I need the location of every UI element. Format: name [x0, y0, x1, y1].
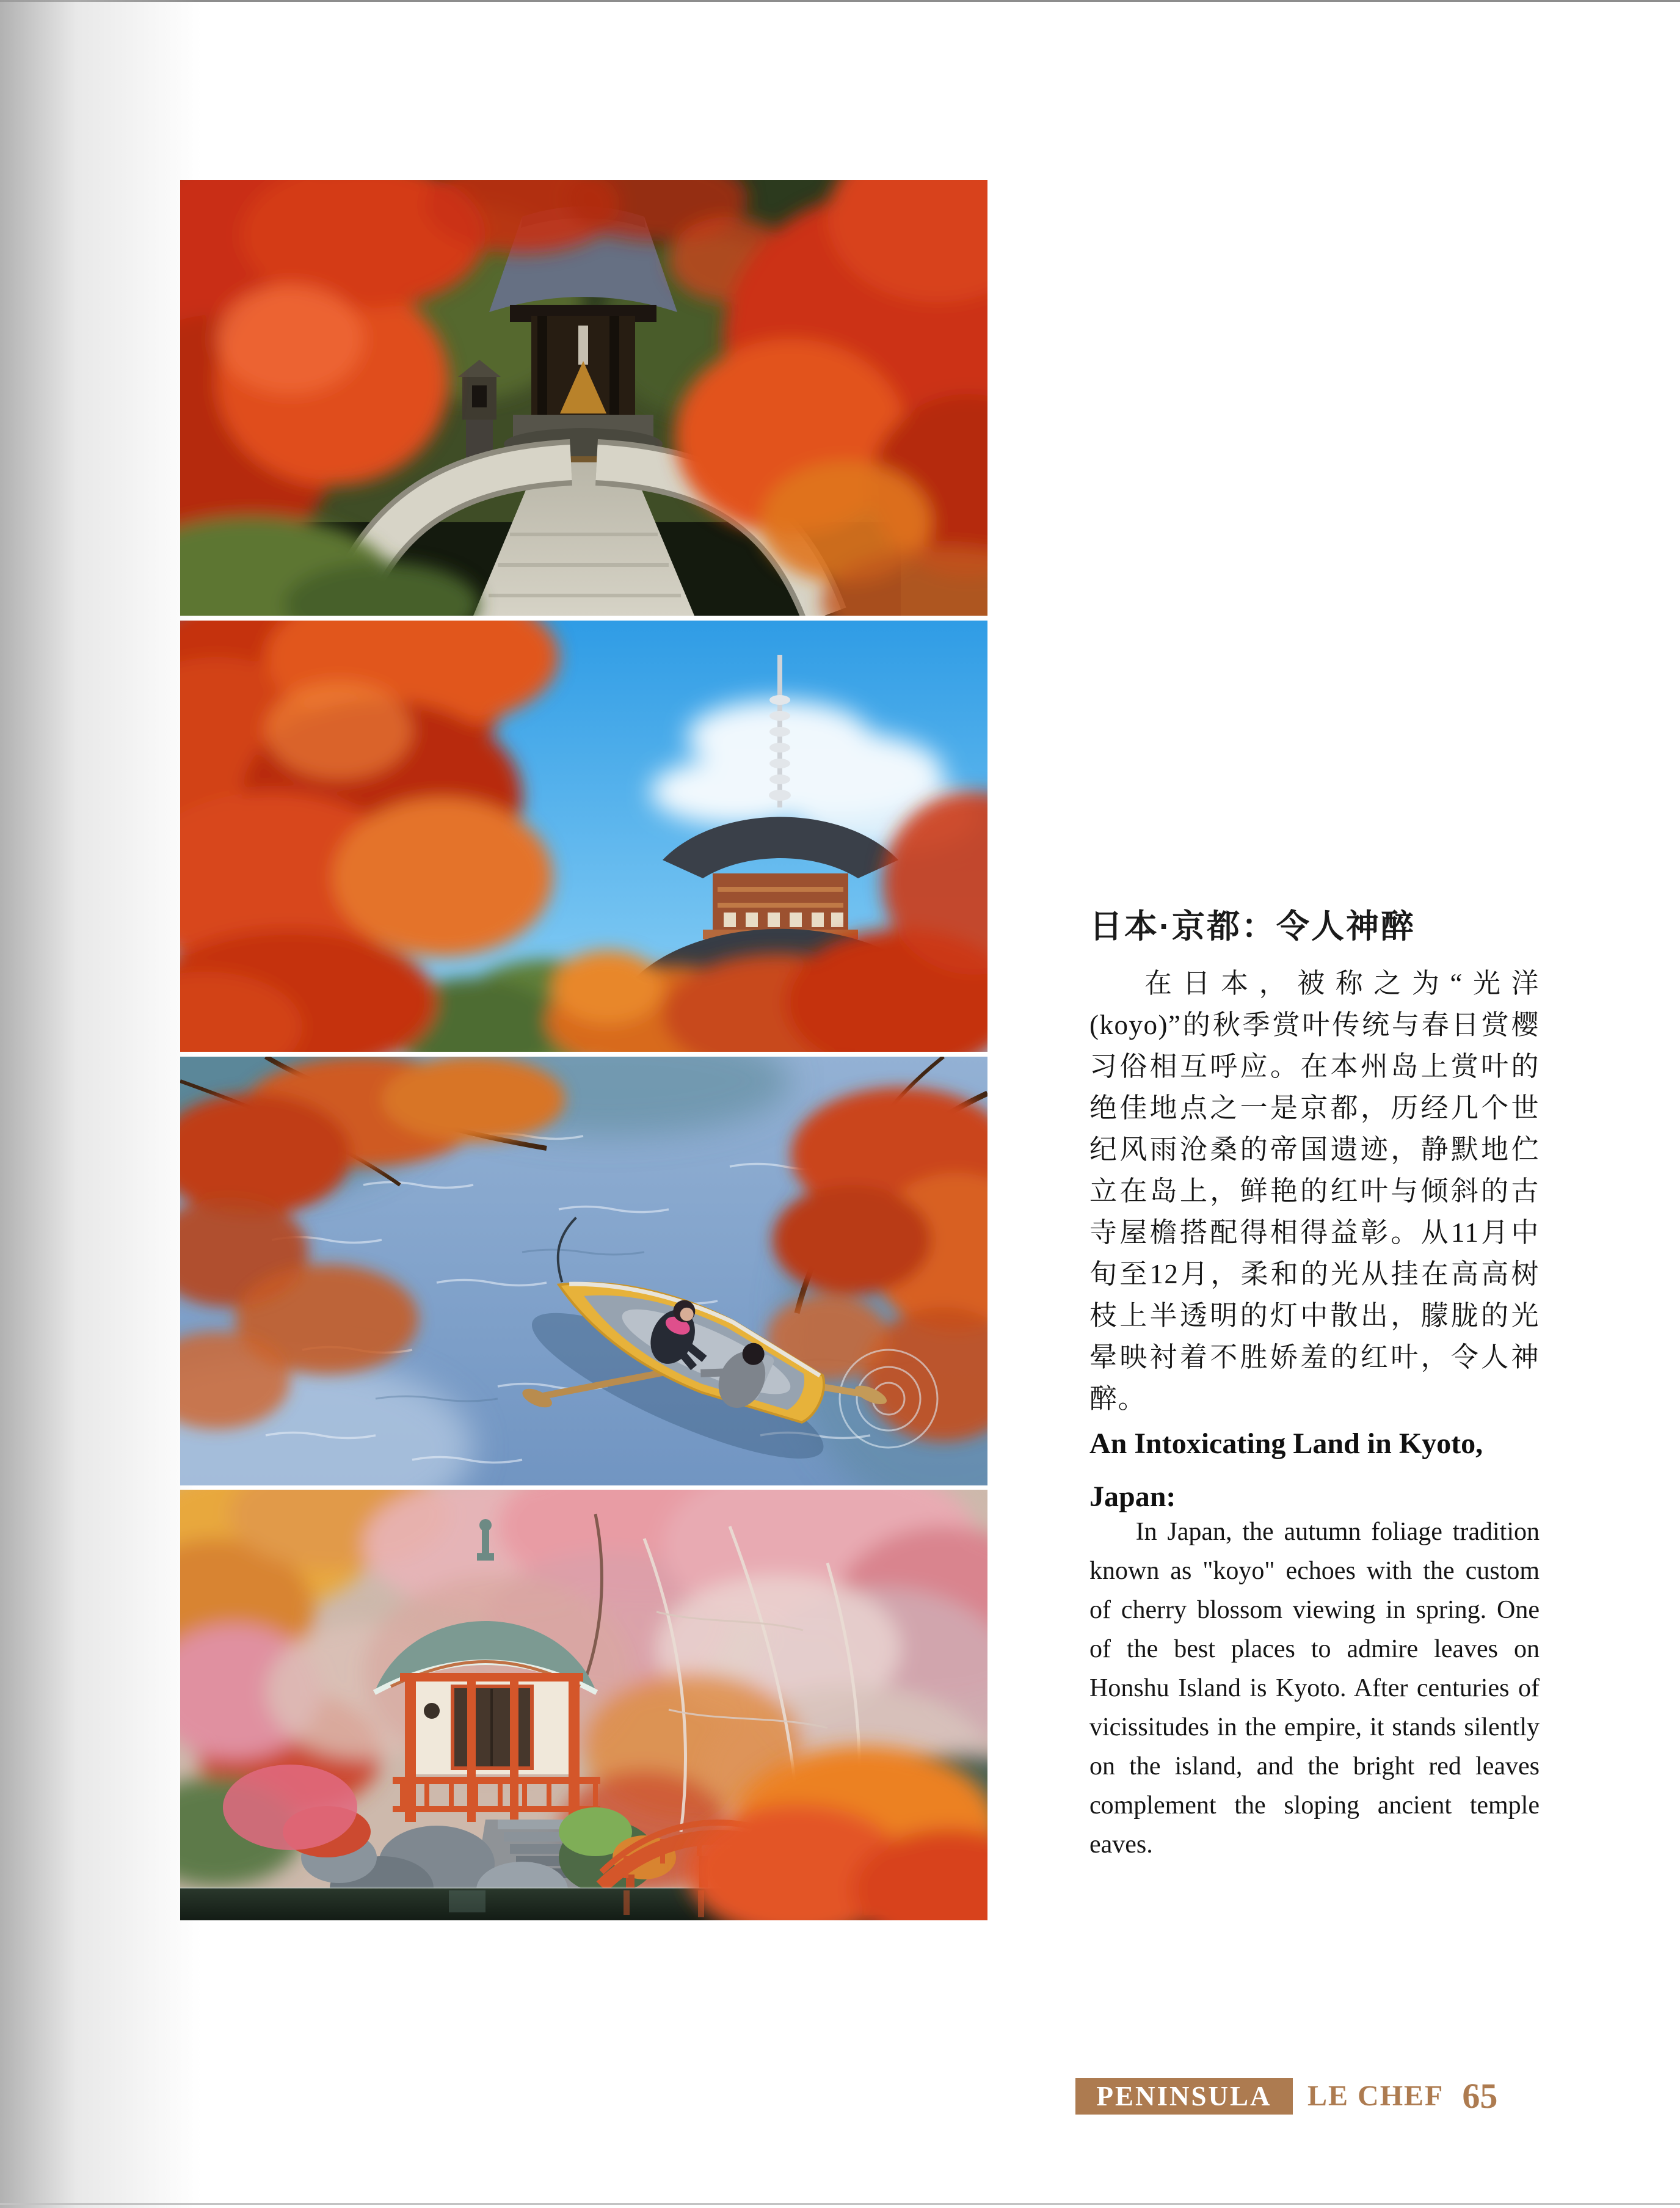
- page-footer: [1075, 2075, 1497, 2116]
- lake-boat-illustration: [180, 1057, 987, 1485]
- page-number: 65: [1462, 2076, 1498, 2116]
- chinese-heading: 日本·京都：令人神醉: [1089, 908, 1416, 945]
- pagoda-illustration: [180, 621, 987, 1052]
- english-paragraph: In Japan, the autumn foliage tradition known as "koyo" echoes with the custom of cherry blossom viewing in spring. One of the best places to admire leaves on Honshu Island is Kyoto. After centuries of vicissitudes in the empire, it stands silently on the island, and the bright red leaves complement the sloping ancient temple eaves.: [1089, 1518, 1540, 1859]
- photo-stone-bridge-to-shrine-with-red-maples: [180, 180, 987, 616]
- page-bottom-edge-line: [0, 2203, 1680, 2205]
- chinese-paragraph: 在日本，被称之为“光洋(koyo)”的秋季赏叶传统与春日赏樱习俗相互呼应。在本州岛上赏叶的绝佳地点之一是京都，历经几个世纪风雨沧桑的帝国遗迹，静默地伫立在岛上，鲜艳的红叶与倾斜的古寺屋檐搭配得相得益彰。从11月中旬至12月，柔和的光从挂在高高树枝上半透明的灯中散出，朦胧的光晕映衬着不胜娇羞的红叶，令人神醉。: [1089, 968, 1540, 1414]
- page-top-edge-line: [0, 0, 1680, 2]
- bridge-shrine-illustration: [180, 180, 987, 616]
- photo-yellow-rowboat-on-blue-lake: [180, 1057, 987, 1485]
- photo-vermillion-pavilion-autumn-pond: [180, 1490, 987, 1920]
- brand-bar: PENINSULA: [1075, 2078, 1293, 2115]
- photo-pagoda-spire-blue-sky-red-maples: [180, 621, 987, 1052]
- english-heading-line1: An Intoxicating Land in Kyoto,: [1089, 1427, 1483, 1460]
- page-binding-gradient: [0, 0, 202, 2208]
- english-heading: [1089, 1417, 1541, 1523]
- magazine-title: LE CHEF: [1307, 2080, 1444, 2112]
- english-heading-line2: Japan:: [1089, 1481, 1176, 1513]
- pavilion-pond-illustration: [180, 1490, 987, 1920]
